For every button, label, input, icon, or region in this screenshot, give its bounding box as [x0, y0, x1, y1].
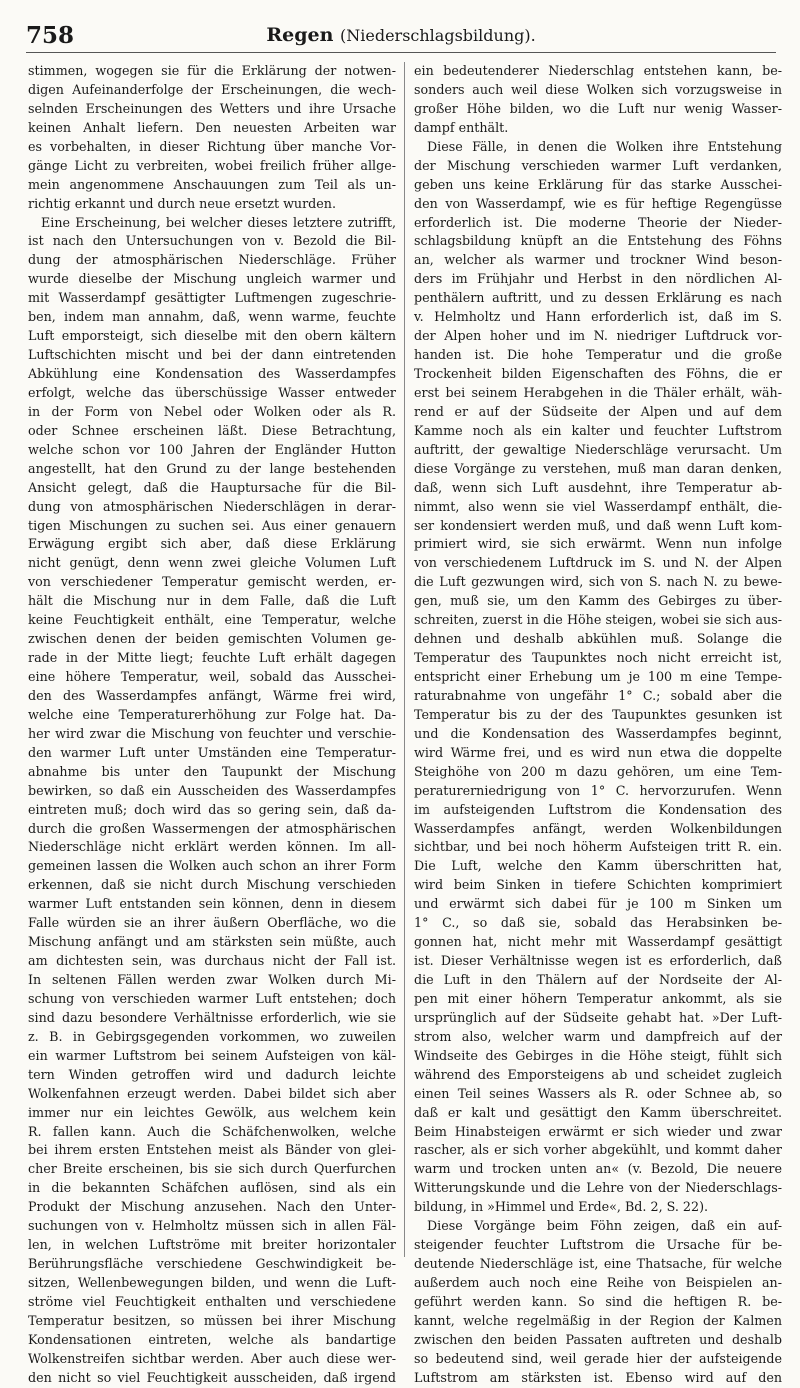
text-line: suchungen von v. Helmholtz müssen sich in allen Fäl-	[28, 1218, 396, 1234]
text-line: Diese Fälle, in denen die Wolken ihre Entstehung	[427, 138, 782, 154]
text-line: erst bei seinem Herabgehen in die Thäler erhält, wäh-	[414, 384, 782, 400]
text-line: ursprünglich auf der Südseite gehabt hat. »Der Luft-	[414, 1009, 782, 1025]
text-line: Temperatur besitzen, so müssen bei ihrer Mischung	[28, 1312, 396, 1328]
text-line: Mischung anfängt und am stärksten sein müßte, auch	[28, 934, 396, 950]
text-line: zwischen denen der beiden gemischten Volumen ge-	[28, 631, 396, 647]
text-line: Kamme noch als ein kalter und feuchter Luftstrom	[414, 422, 782, 438]
text-line: rascher, als er sich vorher abgekühlt, und kommt daher	[414, 1142, 782, 1158]
text-line: daß, wenn sich Luft ausdehnt, ihre Temperatur ab-	[414, 479, 782, 495]
page-header	[26, 20, 776, 53]
text-line: handen ist. Die hohe Temperatur und die große	[414, 347, 782, 363]
text-line: gänge Licht zu verbreiten, wobei freilich früher allge-	[28, 157, 396, 173]
text-line: und die Kondensation des Wasserdampfes beginnt,	[414, 725, 782, 741]
text-line: Abkühlung eine Kondensation des Wasserdampfes	[28, 366, 396, 381]
text-line: rade in der Mitte liegt; feuchte Luft erhält dagegen	[28, 650, 396, 666]
text-line: primiert wird, sie sich erwärmt. Wenn nun infolge	[414, 536, 782, 552]
text-line: bildung, in »Himmel und Erde«, Bd. 2, S. 22).	[414, 1199, 709, 1215]
text-line: Steighöhe von 200 m dazu gehören, um eine Tem-	[414, 763, 782, 779]
text-line: 1° C., so daß sie, sobald das Herabsinken be-	[414, 915, 782, 931]
right-text-column	[414, 62, 782, 1385]
text-line: eintreten muß; doch wird das so gering sein, daß da-	[28, 801, 396, 817]
text-line: stimmen, wogegen sie für die Erklärung der notwen-	[28, 63, 396, 78]
text-line: nimmt, also wenn sie viel Wasserdampf enthält, die-	[414, 498, 782, 514]
text-line: der Mischung verschieden warmer Luft verdanken,	[414, 157, 782, 173]
text-line: durch die großen Wassermengen der atmosphärischen	[28, 820, 396, 836]
text-line: wird beim Sinken in tiefere Schichten komprimiert	[414, 877, 782, 893]
text-line: großer Höhe bilden, wo die Luft nur wenig Wasser-	[414, 100, 782, 116]
text-line: gonnen hat, nicht mehr mit Wasserdampf gesättigt	[414, 934, 782, 950]
text-line: Wolkenstreifen sichtbar werden. Aber auch diese wer-	[28, 1350, 396, 1366]
text-line: ders im Frühjahr und Herbst in den nördlichen Al-	[414, 271, 782, 287]
text-line: peraturerniedrigung von 1° C. hervorzurufen. Wenn	[414, 782, 782, 798]
text-line: immer nur ein leichtes Gewölk, aus welchem kein	[28, 1104, 396, 1120]
text-line: warmer Luft entstanden sein können, denn in diesem	[28, 896, 396, 912]
text-line: und erwärmt sich dabei für je 100 m Sinken um	[414, 896, 782, 912]
text-line: Erwägung ergibt sich aber, daß diese Erklärung	[28, 536, 396, 552]
text-line: Eine Erscheinung, bei welcher dieses letztere zutrifft,	[41, 214, 396, 230]
text-line: ist. Dieser Verhältnisse wegen ist es erforderlich, daß	[414, 953, 782, 969]
text-line: ben, indem man annahm, daß, wenn warme, feuchte	[28, 309, 396, 325]
text-line: abnahme bis unter den Taupunkt der Mischung	[28, 763, 396, 779]
text-line: mein angenommene Anschauungen zum Teil als un-	[28, 176, 396, 192]
text-line: Witterungskunde und die Lehre von der Niederschlags-	[414, 1180, 782, 1196]
text-line: Diese Vorgänge beim Föhn zeigen, daß ein auf-	[427, 1218, 782, 1234]
text-line: der Alpen hoher und im N. niedriger Luftdruck vor-	[414, 328, 782, 344]
text-line: in die bekannten Schäfchen auflösen, sind als ein	[28, 1180, 396, 1196]
text-line: Wolkenfahnen erzeugt werden. Dabei bildet sich aber	[28, 1085, 396, 1101]
text-line: raturabnahme von ungefähr 1° C.; sobald aber die	[414, 687, 782, 703]
text-line: gemeinen lassen die Wolken auch schon an ihrer Form	[28, 858, 396, 874]
text-line: R. fallen kann. Auch die Schäfchenwolken, welche	[28, 1123, 396, 1139]
text-line: penthälern auftritt, und zu dessen Erklärung es nach	[414, 290, 782, 306]
column-divider	[404, 62, 405, 1257]
text-line: welche eine Temperaturerhöhung zur Folge hat. Da-	[28, 706, 396, 722]
text-line: die Luft in den Thälern auf der Nordseite der Al-	[414, 972, 782, 987]
text-line: tigen Mischungen zu suchen sei. Aus einer genauern	[28, 517, 396, 533]
text-line: während des Emporsteigens ab und scheidet zugleich	[414, 1066, 782, 1082]
text-line: sitzen, Wellenbewegungen bilden, und wenn die Luft-	[28, 1275, 396, 1290]
text-line: warm und trocken unten an« (v. Bezold, Die neuere	[414, 1161, 782, 1177]
text-line: den warmer Luft unter Umständen eine Temperatur-	[28, 744, 396, 760]
text-line: tern Winden getroffen wird und dadurch leichte	[28, 1066, 396, 1082]
text-line: steigender feuchter Luftstrom die Ursache für be-	[414, 1237, 782, 1253]
text-line: dehnen und deshalb abkühlen muß. Solange die	[414, 631, 782, 647]
text-line: schlagsbildung knüpft an die Entstehung des Föhns	[414, 233, 782, 249]
text-line: z. B. in Gebirgsgegenden vorkommen, wo zuweilen	[28, 1028, 396, 1044]
text-line: es vorbehalten, in dieser Richtung über manche Vor-	[28, 138, 396, 154]
text-line: keine Feuchtigkeit enthält, eine Temperatur, welche	[28, 612, 396, 628]
text-line: erforderlich ist. Die moderne Theorie der Nieder-	[414, 214, 782, 230]
text-line: an, welcher als warmer und trockner Wind beson-	[414, 252, 782, 268]
text-line: Falle würden sie an ihrer äußern Oberfläche, wo die	[28, 915, 396, 931]
text-line: strom also, welcher warm und dampfreich auf der	[414, 1028, 782, 1044]
text-line: im aufsteigenden Luftstrom die Kondensation des	[414, 801, 782, 817]
text-line: die Luft gezwungen wird, sich von S. nach N. zu bewe-	[414, 574, 782, 590]
text-line: Beim Hinabsteigen erwärmt er sich wieder und zwar	[414, 1123, 782, 1139]
text-line: entspricht einer Erhebung um je 100 m eine Tempe-	[414, 669, 782, 684]
text-line: erkennen, daß sie nicht durch Mischung verschieden	[28, 877, 396, 893]
running-title: Regen	[266, 24, 334, 46]
text-line: von verschiedener Temperatur gemischt werden, er-	[28, 574, 396, 590]
text-line: Die Luft, welche den Kamm überschritten hat,	[414, 858, 782, 874]
text-line: einen Teil seines Wassers als R. oder Schnee ab, so	[414, 1085, 782, 1101]
text-line: Windseite des Gebirges in die Höhe steigt, fühlt sich	[414, 1047, 782, 1063]
text-line: bewirken, so daß ein Ausscheiden des Wasserdampfes	[28, 782, 396, 798]
running-head	[26, 24, 776, 46]
text-line: zwischen den beiden Passaten auftreten und deshalb	[414, 1331, 782, 1347]
text-line: Berührungsfläche verschiedene Geschwindigkeit be-	[28, 1256, 396, 1272]
text-line: angestellt, hat den Grund zu der lange bestehenden	[28, 460, 396, 476]
text-line: dampf enthält.	[414, 119, 509, 135]
text-line: Temperatur bis zu der des Taupunktes gesunken ist	[414, 706, 782, 722]
text-line: Wasserdampfes anfängt, werden Wolkenbildungen	[414, 820, 782, 836]
text-line: v. Helmholtz und Hann erforderlich ist, daß im S.	[414, 309, 782, 325]
text-line: gen, muß sie, um den Kamm des Gebirges zu über-	[414, 593, 782, 609]
left-text-column	[28, 62, 396, 1385]
text-line: richtig erkannt und durch neue ersetzt wurden.	[28, 195, 337, 211]
text-line: Temperatur des Taupunktes noch nicht erreicht ist,	[414, 650, 782, 666]
text-line: von verschiedenem Luftdruck im S. und N. der Alpen	[414, 555, 782, 571]
text-line: oder Schnee erscheinen läßt. Diese Betrachtung,	[28, 422, 396, 438]
text-line: In seltenen Fällen werden zwar Wolken durch Mi-	[28, 972, 396, 987]
text-line: mit Wasserdampf gesättigter Luftmengen zugeschrie-	[28, 290, 396, 306]
text-line: ein warmer Luftstrom bei seinem Aufsteigen von käl-	[28, 1047, 396, 1063]
text-line: wurde dieselbe der Mischung ungleich warmer und	[28, 271, 396, 287]
text-line: am dichtesten sein, was durchaus nicht der Fall ist.	[28, 953, 396, 969]
text-line: hält die Mischung nur in dem Falle, daß die Luft	[28, 593, 396, 609]
text-line: Niederschläge nicht erklärt werden können. Im all-	[28, 839, 396, 855]
text-line: auftritt, der gewaltige Niederschläge verursacht. Um	[414, 441, 782, 457]
running-subtitle: (Niederschlagsbildung).	[340, 26, 536, 45]
text-line: len, in welchen Luftströme mit breiter horizontaler	[28, 1237, 396, 1253]
text-line: Produkt der Mischung anzusehen. Nach den Unter-	[28, 1199, 396, 1215]
text-line: eine höhere Temperatur, weil, sobald das Ausschei-	[28, 669, 396, 684]
text-line: sind dazu besondere Verhältnisse erforderlich, wie sie	[28, 1009, 396, 1025]
text-line: den des Wasserdampfes anfängt, Wärme frei wird,	[28, 687, 396, 703]
text-line: Luft emporsteigt, sich dieselbe mit den obern kältern	[28, 328, 396, 344]
text-line: Ansicht gelegt, daß die Hauptursache für die Bil-	[28, 479, 396, 495]
text-line: wird Wärme frei, und es wird nun etwa die doppelte	[414, 744, 782, 760]
text-line: Trockenheit bilden Eigenschaften des Föhns, die er	[414, 366, 782, 381]
text-line: ein bedeutenderer Niederschlag entstehen kann, be-	[414, 63, 782, 78]
text-line: sonders auch weil diese Wolken sich vorzugsweise in	[414, 81, 782, 97]
text-line: erfolgt, welche das überschüssige Wasser entweder	[28, 384, 396, 400]
text-line: diese Vorgänge zu verstehen, muß man daran denken,	[414, 460, 782, 476]
text-line: den von Wasserdampf, wie es für heftige Regengüsse	[414, 195, 782, 211]
text-line: den nicht so viel Feuchtigkeit ausscheiden, daß irgend	[28, 1369, 396, 1385]
text-line: nicht genügt, denn wenn zwei gleiche Volumen Luft	[28, 555, 396, 571]
text-line: ser kondensiert werden muß, und daß wenn Luft kom-	[414, 517, 782, 533]
text-line: daß er kalt und gesättigt den Kamm überschreitet.	[414, 1104, 782, 1120]
text-line: geben uns keine Erklärung für das starke Ausschei-	[414, 176, 782, 192]
text-line: sichtbar, und bei noch höherm Aufsteigen tritt R. ein.	[414, 839, 782, 855]
text-line: Kondensationen eintreten, welche als bandartige	[28, 1331, 396, 1347]
text-line: cher Breite erscheinen, bis sie sich durch Querfurchen	[28, 1161, 396, 1177]
text-line: ströme viel Feuchtigkeit enthalten und verschiedene	[28, 1293, 396, 1309]
text-line: digen Aufeinanderfolge der Erscheinungen, die wech-	[28, 81, 396, 97]
text-line: selnden Erscheinungen des Wetters und ihre Ursache	[28, 100, 396, 116]
text-line: rend er auf der Südseite der Alpen und auf dem	[414, 403, 782, 419]
text-line: Luftstrom am stärksten ist. Ebenso wird auf den	[414, 1369, 782, 1385]
text-line: her wird zwar die Mischung von feuchter und verschie-	[28, 725, 396, 741]
text-line: dung von atmosphärischen Niederschlägen in derar-	[28, 498, 396, 514]
text-line: geführt werden kann. So sind die heftigen R. be-	[414, 1293, 782, 1309]
text-line: dung der atmosphärischen Niederschläge. Früher	[28, 252, 396, 268]
text-line: schreiten, zuerst in die Höhe steigen, wobei sie sich aus-	[414, 612, 782, 628]
text-line: keinen Anhalt liefern. Den neuesten Arbeiten war	[28, 119, 396, 135]
text-line: Luftschichten mischt und bei der dann eintretenden	[28, 347, 396, 363]
text-line: deutende Niederschläge ist, eine Thatsache, für welche	[414, 1256, 782, 1272]
text-line: in der Form von Nebel oder Wolken oder als R.	[28, 403, 396, 419]
text-line: welche schon vor 100 Jahren der Engländer Hutton	[28, 441, 396, 457]
text-line: kannt, welche regelmäßig in der Region der Kalmen	[414, 1312, 782, 1328]
page-number: 758	[26, 22, 75, 49]
text-line: außerdem auch noch eine Reihe von Beispielen an-	[414, 1275, 782, 1290]
text-line: so bedeutend sind, weil gerade hier der aufsteigende	[414, 1350, 782, 1366]
text-line: pen mit einer höhern Temperatur ankommt, als sie	[414, 990, 782, 1006]
text-line: schung von verschieden warmer Luft entstehen; doch	[28, 990, 396, 1006]
text-line: bei ihrem ersten Entstehen meist als Bänder von glei-	[28, 1142, 396, 1158]
text-line: ist nach den Untersuchungen von v. Bezold die Bil-	[28, 233, 396, 249]
